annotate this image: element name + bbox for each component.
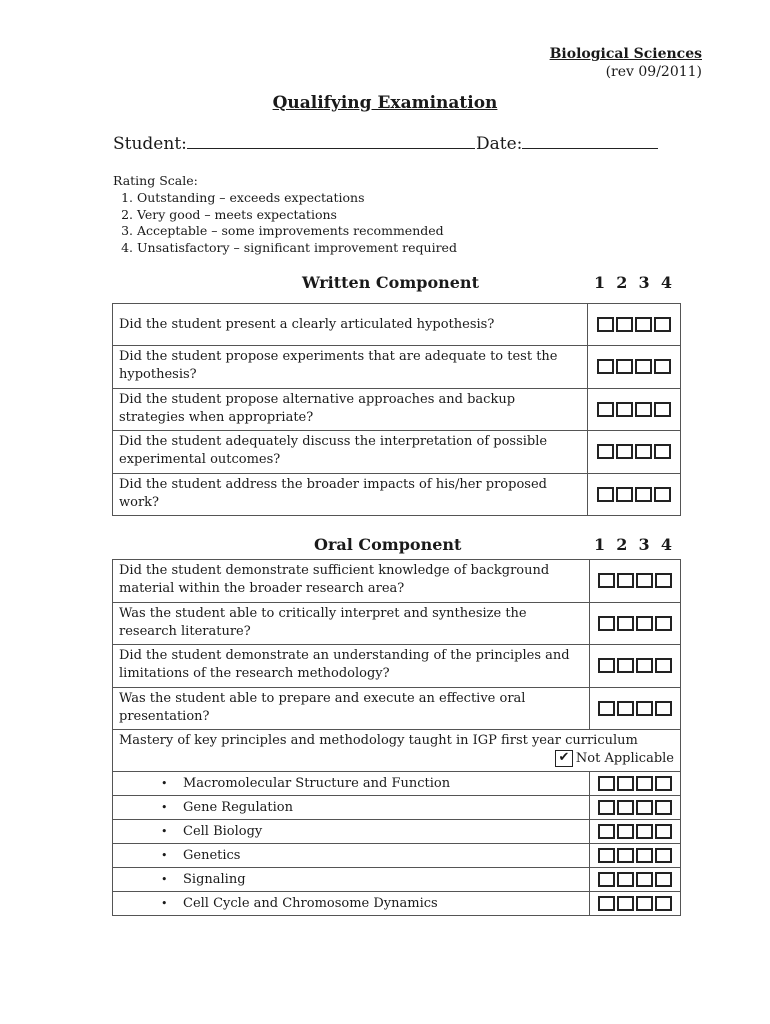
topic-cell (113, 892, 590, 916)
revision-label: (rev 09/2011) (605, 64, 702, 80)
question-text: Did the student demonstrate sufficient knowledge of background material within the broader research area? (113, 560, 590, 603)
rating-boxes (589, 603, 680, 645)
rating-checkbox[interactable] (597, 487, 614, 502)
rating-checkbox[interactable] (654, 487, 671, 502)
rating-checkbox[interactable] (636, 848, 653, 863)
question-text: Did the student present a clearly articulated hypothesis? (113, 304, 588, 346)
mastery-cell (113, 730, 681, 772)
rating-checkbox[interactable] (655, 658, 672, 673)
rating-boxes (587, 304, 680, 346)
rating-checkbox[interactable] (598, 824, 615, 839)
table-row (113, 868, 681, 892)
topic-label: Cell Cycle and Chromosome Dynamics (183, 895, 438, 911)
rating-checkbox[interactable] (617, 658, 634, 673)
question-text: Was the student able to critically interpret and synthesize the research literature? (113, 603, 590, 645)
rating-checkbox[interactable] (597, 317, 614, 332)
rating-checkbox[interactable] (616, 402, 633, 417)
table-row (113, 820, 681, 844)
rating-boxes (587, 474, 680, 516)
rating-checkbox[interactable] (598, 896, 615, 911)
oral-scale: 1 2 3 4 (594, 535, 672, 554)
rating-boxes (587, 346, 680, 389)
rating-checkbox[interactable] (617, 573, 634, 588)
topic-cell (113, 844, 590, 868)
rating-checkbox[interactable] (617, 776, 634, 791)
table-row (113, 304, 681, 346)
rating-checkbox[interactable] (655, 848, 672, 863)
rating-boxes (589, 560, 680, 603)
rating-checkbox[interactable] (616, 317, 633, 332)
rating-checkbox[interactable] (617, 701, 634, 716)
not-applicable-label: Not Applicable (575, 751, 674, 766)
rating-checkbox[interactable] (654, 359, 671, 374)
rating-checkbox[interactable] (636, 701, 653, 716)
rating-item: 2. Very good – meets expectations (137, 207, 457, 224)
rating-boxes (587, 431, 680, 474)
written-scale: 1 2 3 4 (594, 273, 672, 292)
rating-checkbox[interactable] (598, 616, 615, 631)
rating-boxes (589, 892, 680, 916)
table-row (113, 688, 681, 730)
rating-checkbox[interactable] (655, 824, 672, 839)
student-label: Student: (113, 134, 187, 154)
rating-checkbox[interactable] (617, 848, 634, 863)
rating-checkbox[interactable] (636, 616, 653, 631)
rating-checkbox[interactable] (636, 658, 653, 673)
date-field[interactable] (476, 134, 658, 154)
rating-checkbox[interactable] (636, 776, 653, 791)
rating-checkbox[interactable] (617, 896, 634, 911)
table-row (113, 603, 681, 645)
rating-checkbox[interactable] (654, 444, 671, 459)
rating-checkbox[interactable] (598, 573, 615, 588)
check-icon[interactable]: ✔ (555, 750, 573, 767)
question-text: Did the student address the broader impacts of his/her proposed work? (113, 474, 588, 516)
rating-scale (113, 173, 457, 257)
rating-boxes (589, 645, 680, 688)
rating-boxes (587, 389, 680, 431)
page-title: Qualifying Examination (272, 93, 498, 113)
table-row (113, 560, 681, 603)
rating-checkbox[interactable] (598, 800, 615, 815)
rating-boxes (589, 868, 680, 892)
bullet-icon: • (161, 872, 168, 886)
rating-checkbox[interactable] (635, 487, 652, 502)
table-row (113, 389, 681, 431)
rating-checkbox[interactable] (616, 487, 633, 502)
topic-cell (113, 796, 590, 820)
table-row (113, 772, 681, 796)
rating-boxes (589, 844, 680, 868)
rating-checkbox[interactable] (617, 616, 634, 631)
rating-checkbox[interactable] (617, 800, 634, 815)
topic-cell (113, 820, 590, 844)
bullet-icon: • (161, 824, 168, 838)
rating-boxes (589, 688, 680, 730)
rating-checkbox[interactable] (616, 444, 633, 459)
rating-checkbox[interactable] (617, 824, 634, 839)
rating-checkbox[interactable] (597, 402, 614, 417)
table-row (113, 346, 681, 389)
question-text: Was the student able to prepare and execute an effective oral presentation? (113, 688, 590, 730)
not-applicable-option[interactable] (119, 750, 674, 768)
topic-label: Cell Biology (183, 823, 263, 839)
rating-boxes (589, 820, 680, 844)
student-line[interactable] (187, 134, 475, 149)
mastery-text: Mastery of key principles and methodology taught in IGP first year curriculum (119, 733, 638, 748)
rating-checkbox[interactable] (635, 402, 652, 417)
department-label: Biological Sciences (549, 46, 702, 62)
rating-checkbox[interactable] (655, 776, 672, 791)
written-table (112, 303, 681, 516)
rating-checkbox[interactable] (617, 872, 634, 887)
topic-label: Genetics (183, 847, 241, 863)
table-row (113, 431, 681, 474)
oral-table (112, 559, 681, 916)
rating-item: 3. Acceptable – some improvements recommended (137, 223, 457, 240)
question-text: Did the student adequately discuss the interpretation of possible experimental outcomes? (113, 431, 588, 474)
bullet-icon: • (161, 848, 168, 862)
rating-boxes (589, 772, 680, 796)
rating-checkbox[interactable] (616, 359, 633, 374)
written-heading: Written Component (302, 273, 479, 292)
question-text: Did the student propose experiments that are adequate to test the hypothesis? (113, 346, 588, 389)
rating-boxes (589, 796, 680, 820)
bullet-icon: • (161, 896, 168, 910)
topic-label: Gene Regulation (183, 799, 293, 815)
topic-cell (113, 868, 590, 892)
date-label: Date: (476, 134, 523, 154)
table-row (113, 730, 681, 772)
rating-checkbox[interactable] (655, 800, 672, 815)
rating-checkbox[interactable] (598, 872, 615, 887)
topic-cell (113, 772, 590, 796)
rating-checkbox[interactable] (654, 402, 671, 417)
rating-checkbox[interactable] (598, 848, 615, 863)
table-row (113, 645, 681, 688)
rating-checkbox[interactable] (597, 359, 614, 374)
rating-checkbox[interactable] (655, 701, 672, 716)
bullet-icon: • (161, 800, 168, 814)
table-row (113, 844, 681, 868)
rating-checkbox[interactable] (655, 872, 672, 887)
rating-checkbox[interactable] (598, 701, 615, 716)
rating-checkbox[interactable] (598, 658, 615, 673)
rating-checkbox[interactable] (636, 800, 653, 815)
bullet-icon: • (161, 776, 168, 790)
rating-scale-label: Rating Scale: (113, 173, 198, 188)
rating-checkbox[interactable] (636, 872, 653, 887)
rating-checkbox[interactable] (635, 359, 652, 374)
question-text: Did the student demonstrate an understanding of the principles and limitations of the research methodology? (113, 645, 590, 688)
table-row (113, 892, 681, 916)
rating-checkbox[interactable] (655, 616, 672, 631)
rating-checkbox[interactable] (654, 317, 671, 332)
question-text: Did the student propose alternative approaches and backup strategies when appropriate? (113, 389, 588, 431)
rating-checkbox[interactable] (636, 824, 653, 839)
rating-checkbox[interactable] (655, 573, 672, 588)
rating-checkbox[interactable] (636, 573, 653, 588)
oral-heading: Oral Component (314, 535, 462, 554)
date-line[interactable] (522, 134, 658, 149)
rating-checkbox[interactable] (635, 317, 652, 332)
rating-checkbox[interactable] (597, 444, 614, 459)
rating-checkbox[interactable] (636, 896, 653, 911)
table-row (113, 474, 681, 516)
rating-item: 4. Unsatisfactory – significant improvement required (137, 240, 457, 257)
rating-item: 1. Outstanding – exceeds expectations (137, 190, 457, 207)
topic-label: Signaling (183, 871, 246, 887)
table-row (113, 796, 681, 820)
rating-checkbox[interactable] (655, 896, 672, 911)
student-field[interactable] (113, 134, 475, 154)
rating-checkbox[interactable] (635, 444, 652, 459)
topic-label: Macromolecular Structure and Function (183, 775, 451, 791)
rating-checkbox[interactable] (598, 776, 615, 791)
